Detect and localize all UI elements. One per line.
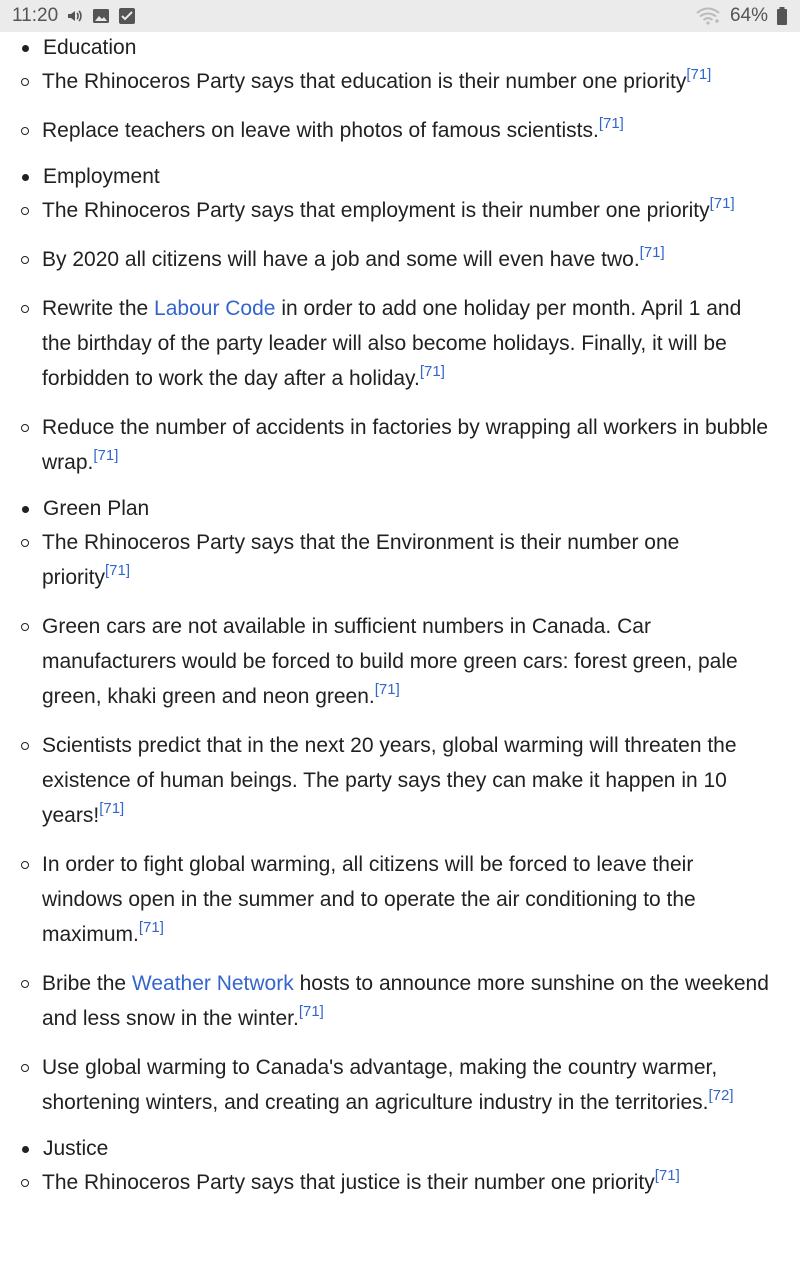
section-title: Education [43, 36, 137, 59]
list-item [0, 609, 800, 714]
circle-bullet-icon [21, 78, 29, 86]
sub-list [43, 525, 800, 1120]
reference-link[interactable]: [71] [105, 562, 131, 579]
item-text-before-link: Rewrite the [42, 297, 155, 320]
article-content [0, 32, 800, 1280]
bullet-icon [22, 1146, 29, 1153]
list-item [0, 1050, 800, 1120]
battery-icon [776, 7, 788, 25]
reference-link[interactable]: [71] [99, 800, 125, 817]
list-item [0, 966, 800, 1036]
reference-link[interactable]: [71] [686, 66, 712, 83]
circle-bullet-icon [21, 1179, 29, 1187]
section-title: Justice [43, 1137, 109, 1160]
section-green-plan [0, 493, 800, 1120]
reference-link[interactable]: [71] [138, 919, 164, 936]
section-title: Employment [43, 165, 160, 188]
battery-percent: 64% [729, 5, 768, 26]
image-icon [92, 7, 110, 25]
bullet-icon [22, 174, 29, 181]
item-text: The Rhinoceros Party says that employment is their number one priority [42, 199, 710, 222]
labour-code-link[interactable]: Labour Code [154, 297, 276, 320]
list-item [0, 728, 800, 833]
item-text: Scientists predict that in the next 20 years, global warming will threaten the existence of human beings. The party says they can make it happen in 10 years! [42, 734, 737, 827]
circle-bullet-icon [21, 127, 29, 135]
list-item [0, 1165, 800, 1200]
item-text: Green cars are not available in sufficient numbers in Canada. Car manufacturers would be forced to build more green cars: forest green, pale green, khaki green and neon green. [42, 615, 738, 708]
reference-link[interactable]: [72] [708, 1087, 734, 1104]
item-text: Use global warming to Canada's advantage, making the country warmer, shortening winters, and creating an agriculture industry in the territories. [42, 1056, 718, 1114]
item-text: The Rhinoceros Party says that the Environment is their number one priority [42, 531, 680, 589]
circle-bullet-icon [21, 539, 29, 547]
reference-link[interactable]: [71] [709, 195, 735, 212]
section-employment [0, 161, 800, 480]
status-bar-left [12, 5, 136, 27]
wifi-icon [696, 7, 722, 25]
list-item [0, 291, 800, 396]
weather-network-link[interactable]: Weather Network [131, 972, 294, 995]
list-item [0, 113, 800, 148]
circle-bullet-icon [21, 256, 29, 264]
list-item [0, 525, 800, 595]
party-platform-list [0, 32, 800, 1200]
item-text: The Rhinoceros Party says that justice is their number one priority [42, 1171, 655, 1194]
list-item [0, 193, 800, 228]
sub-list [43, 1165, 800, 1200]
list-item [0, 410, 800, 480]
reference-link[interactable]: [71] [419, 363, 445, 380]
reference-link[interactable]: [71] [93, 447, 119, 464]
section-justice [0, 1133, 800, 1200]
section-title: Green Plan [43, 497, 150, 520]
circle-bullet-icon [21, 207, 29, 215]
circle-bullet-icon [21, 1064, 29, 1072]
item-text: Reduce the number of accidents in factories by wrapping all workers in bubble wrap. [42, 416, 769, 474]
reference-link[interactable]: [71] [374, 681, 400, 698]
circle-bullet-icon [21, 424, 29, 432]
item-text: Replace teachers on leave with photos of famous scientists. [42, 119, 599, 142]
section-education [0, 32, 800, 148]
bullet-icon [22, 45, 29, 52]
status-bar [0, 0, 800, 32]
bullet-icon [22, 506, 29, 513]
circle-bullet-icon [21, 742, 29, 750]
sub-list [43, 64, 800, 148]
circle-bullet-icon [21, 623, 29, 631]
circle-bullet-icon [21, 980, 29, 988]
clock: 11:20 [12, 5, 59, 26]
item-text-after-link: hosts to announce more sunshine on the weekend and less snow in the winter. [42, 972, 769, 1030]
status-bar-right [696, 5, 788, 27]
item-text-before-link: Bribe the [42, 972, 132, 995]
item-text: In order to fight global warming, all citizens will be forced to leave their windows open in the summer and to operate the air conditioning to the maximum. [42, 853, 696, 946]
sub-list [43, 193, 800, 480]
item-text: The Rhinoceros Party says that education is their number one priority [42, 70, 687, 93]
item-text: By 2020 all citizens will have a job and some will even have two. [42, 248, 640, 271]
circle-bullet-icon [21, 861, 29, 869]
circle-bullet-icon [21, 305, 29, 313]
reference-link[interactable]: [71] [654, 1167, 680, 1184]
list-item [0, 847, 800, 952]
item-text-after-link: in order to add one holiday per month. April 1 and the birthday of the party leader will also become holidays. Finally, it will be forbidden to work the day after a holiday. [42, 297, 742, 390]
list-item [0, 64, 800, 99]
check-box-icon [118, 7, 136, 25]
list-item [0, 242, 800, 277]
volume-icon [66, 7, 84, 25]
reference-link[interactable]: [71] [598, 115, 624, 132]
reference-link[interactable]: [71] [298, 1003, 324, 1020]
reference-link[interactable]: [71] [639, 244, 665, 261]
